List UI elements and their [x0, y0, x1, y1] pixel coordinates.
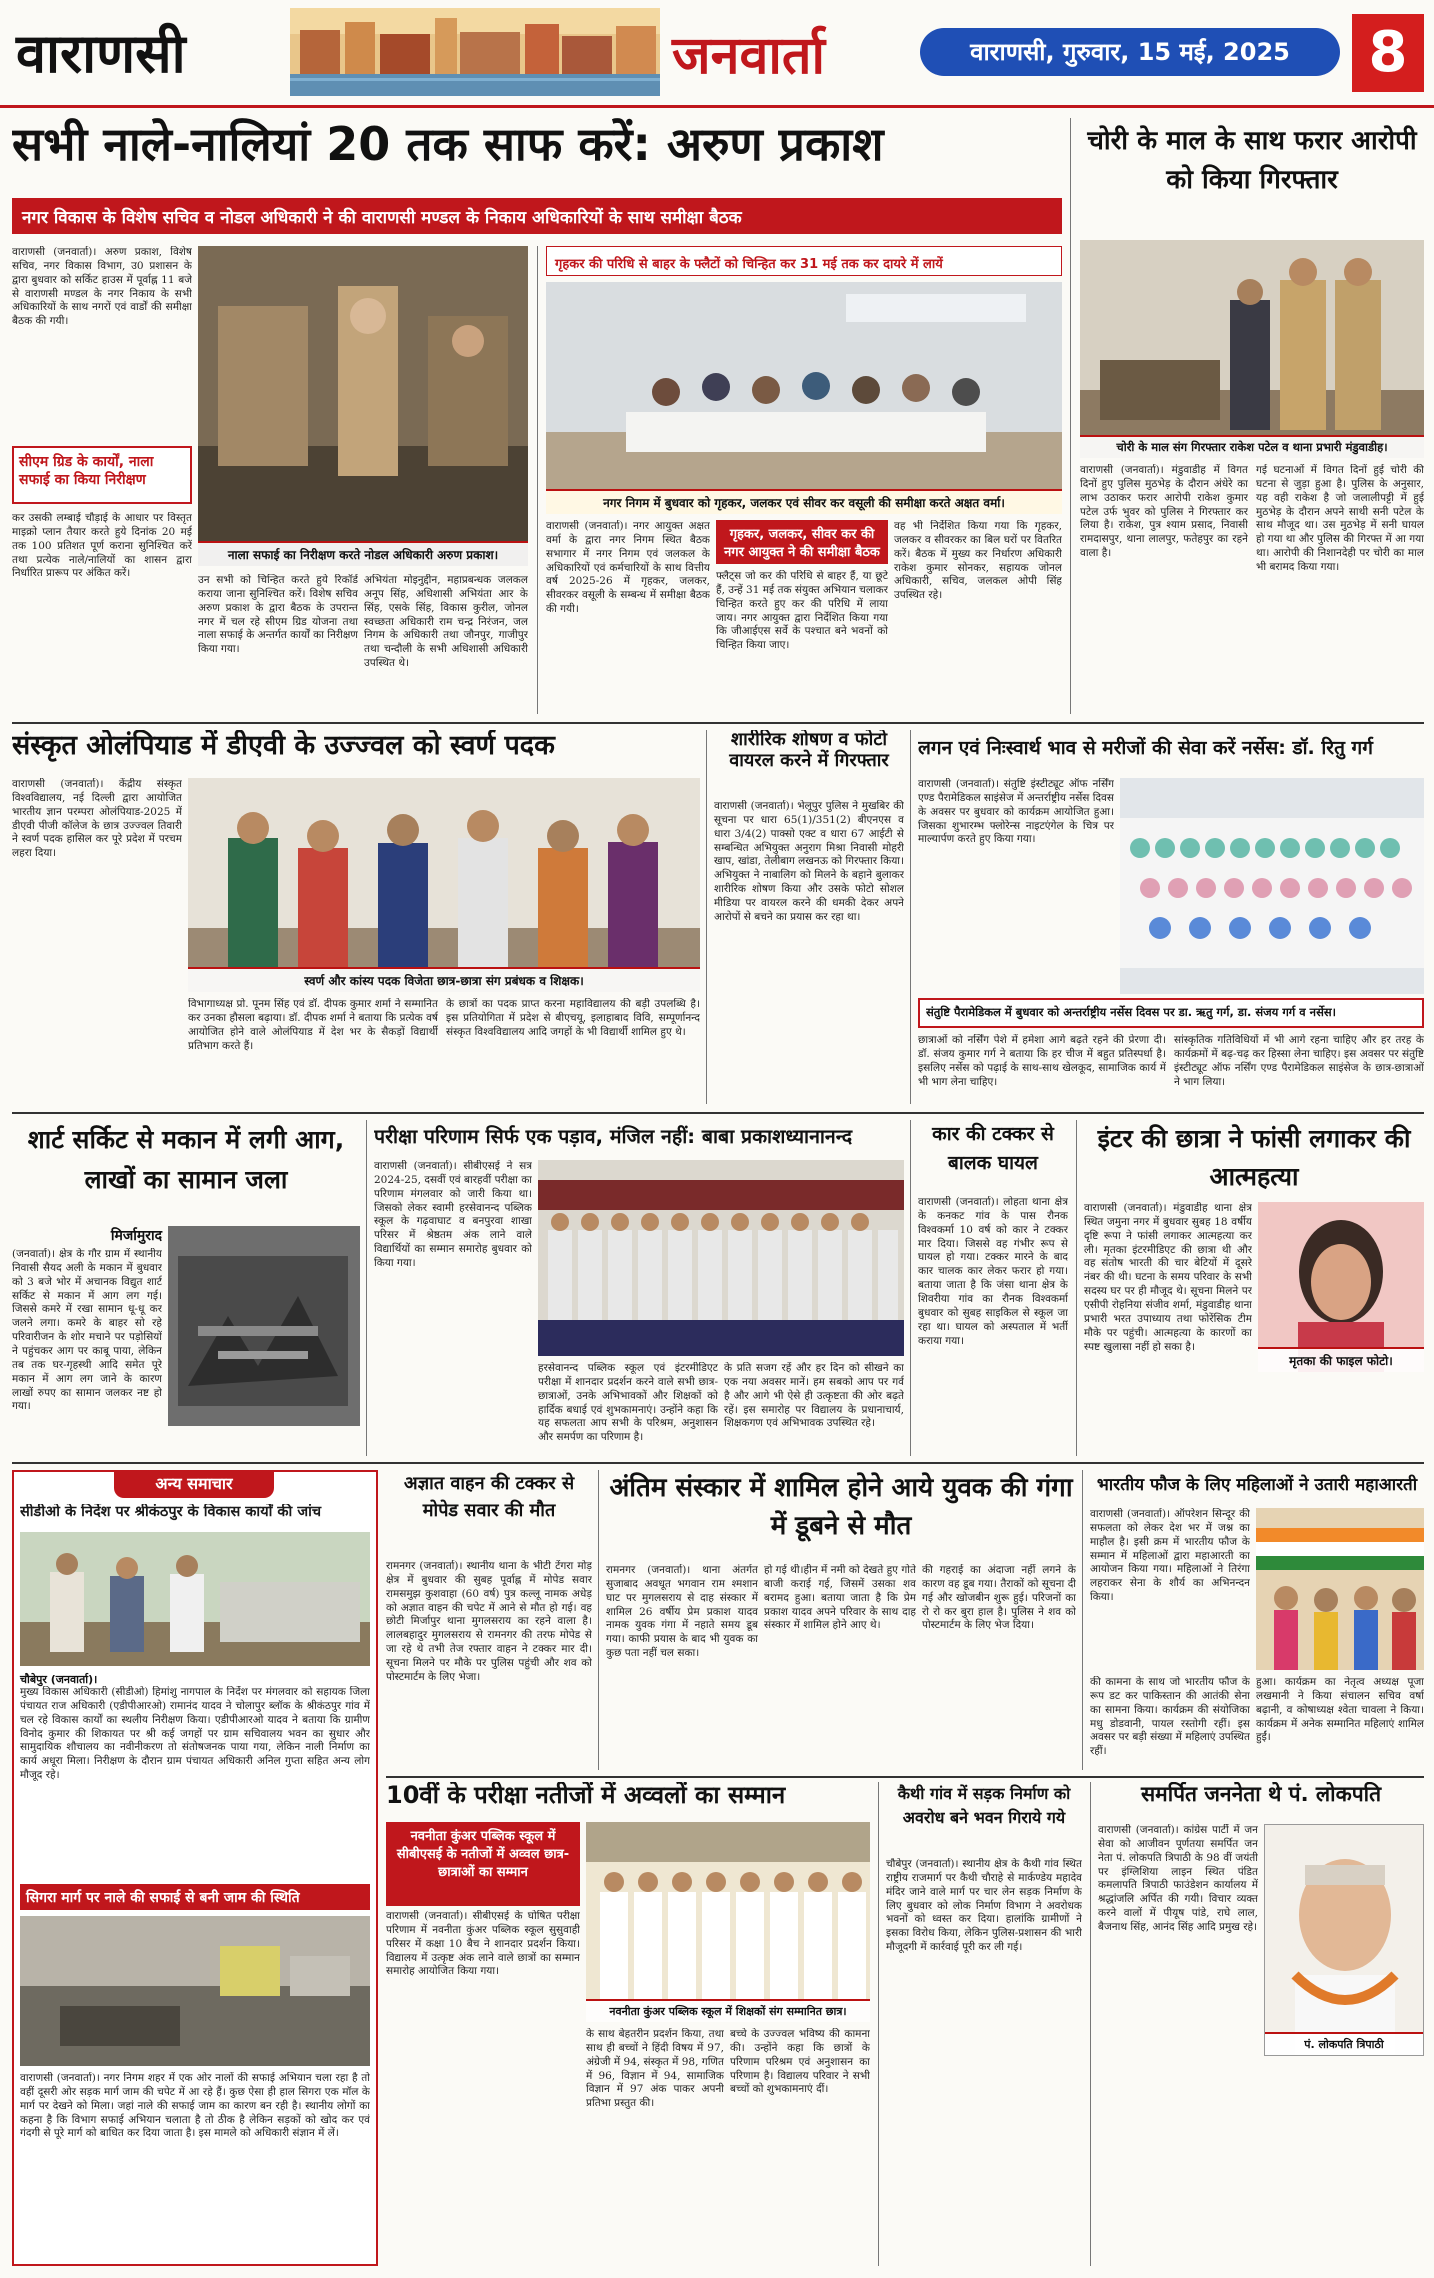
chor-headline: चोरी के माल के साथ फरार आरोपी को किया गिरफ्तार	[1087, 126, 1417, 195]
lead-body-2: कर उसकी लम्बाई चौड़ाई के आधार पर विस्तृत माइक्रो प्लान तैयार करते हुये दिनांक 20 मई तक 100 प्रतिशत पूर्ण कराना सुनिश्चित करें तथा प्रत्येक नाले/नालियों का शासन द्वारा निर्धारित प्रारूप पर अंकित करें।	[12, 512, 192, 580]
chor-body-2: गई घटनाओं में विगत दिनों हुई चोरी की घटना से जुड़ा हुआ है। पुलिस के अनुसार, यह वही राकेश है जो जलालीपट्टी में हुई मुठभेड़ के दौरान अपने साथी सनी पटेल के साथ मौजूद था। उस मुठभेड़ में सनी घायल हो गया था और पुलिस की गिरफ्त में आ गया था। आरोपी की निशानदेही पर चोरी का माल भी बरामद किया गया।	[1256, 464, 1424, 574]
ganga-body-2: हो गई थी।हीन में नमी को देखते हुए गोते बाजी कराई गई, जिसमें उसका शव बरामद हुआ। बताया जाता है कि प्रेम प्रकाश यादव अपने परिवार के साथ दाह संस्कार में शामिल होने आए थे।	[764, 1564, 916, 1632]
pariksha-photo	[538, 1160, 904, 1356]
chor-photo-caption: चोरी के माल संग गिरफ्तार राकेश पटेल व थाना प्रभारी मंडुवाडीह।	[1080, 435, 1424, 458]
lokpati-photo-caption: पं. लोकपति त्रिपाठी	[1265, 2032, 1423, 2055]
anya-photo	[20, 1532, 370, 1666]
anya-body: मुख्य विकास अधिकारी (सीडीओ) हिमांशु नागपाल के निर्देश पर मंगलवार को सहायक जिला पंचायत राज अधिकारी (एडीपीआरओ) रामानंद यादव ने चोलापुर ब्लॉक के श्रीकंठपुर गांव में चल रहे विकास कार्यों का स्थलीय निरीक्षण किया। एडीपीआरओ यादव ने बताया कि ग्रामीण विनोद कुमार की शिकायत पर श्री कई जगहों पर ग्राम सचिवालय भवन का सुधार और सामुदायिक शौचालय का नवीनीकरण तो संतोषजनक पाया गया, लेकिन नाली निर्माण का कार्य अधूरा मिला। निरीक्षण के दौरान ग्राम पंचायत अधिकारी अनिल गुप्ता सहित अन्य लोग मौजूद रहे।	[20, 1686, 370, 1782]
mopad-body: रामनगर (जनवार्ता)। स्थानीय थाना के भीटी टेंगरा मोड़ क्षेत्र में बुधवार की सुबह पूर्वाह्न में मोपेड सवार रामसमुझ कुशवाहा (60 वर्ष) पुत्र कल्लू नामक अधेड़ को अज्ञात वाहन की चपेट में आने से मौत हो गई। वह छोटी मिर्जापुर थाना मुगलसराय का रहने वाला है। लालबहादुर मुगलसराय से रामनगर की तरफ मोपेड से जा रहे थे तभी तेज रफ्तार वाहन ने टक्कर मार दी। सूचना मिलने पर मौके पर पुलिस पहुंची और शव को पोस्टमार्टम के लिए भेजा।	[386, 1560, 592, 1683]
dateline-text: वाराणसी, गुरुवार, 15 मई, 2025	[970, 38, 1290, 66]
sanskrit-photo	[188, 778, 700, 992]
topper-photo	[586, 1822, 870, 2022]
sanskrit-headline: संस्कृत ओलंपियाड में डीएवी के उज्ज्वल को स्वर्ण पदक	[12, 730, 555, 761]
suicide-body: वाराणसी (जनवार्ता)। मंडुवाडीह थाना क्षेत्र स्थित जमुना नगर में बुधवार सुबह 18 वर्षीय दृष्टि रूपा ने फांसी लगाकर आत्महत्या कर ली। मृतका इंटरमीडिएट की छात्रा थी और वह संतोष भारती की चार बेटियों में दूसरे नंबर की थी। घटना के समय परिवार के सभी सदस्य घर पर ही मौजूद थे। सूचना मिलने पर एसीपी रोहनिया संजीव शर्मा, मंडुवाडीह थाना प्रभारी भरत उपाध्याय तथा फोरेंसिक टीम मौके पर पहुंची। आत्महत्या के कारणों का स्पष्ट खुलासा नहीं हो सका है।	[1084, 1202, 1252, 1353]
divider	[910, 1120, 911, 1456]
lead-inset-title: सीएम ग्रिड के कार्यों, नाला सफाई का किया निरीक्षण	[19, 454, 154, 489]
lead-body-3: उन सभी को चिन्हित करते हुये रिकॉर्ड कराया जाना सुनिश्चित करें। विशेष सचिव अरुण प्रकाश के द्वारा बैठक के उपरान्त नगर में चल रहे सीएम ग्रिड योजना तथा नाला सफाई के अन्तर्गत कार्यों का निरीक्षण किया गया।	[198, 574, 358, 656]
faoj-body-1: वाराणसी (जनवार्ता)। ऑपरेशन सिन्दूर की सफलता को लेकर देश भर में जश्न का माहौल है। इसी क्रम में भारतीय फौज के सम्मान में महिलाओं द्वारा महाआरती का आयोजन किया गया। महिलाओं ने तिरंगा लहराकर सेना के शौर्य का अभिनन्दन किया।	[1090, 1508, 1250, 1604]
anya-box	[12, 1470, 378, 2266]
topper-photo-caption: नवनीता कुंअर पब्लिक स्कूल में शिक्षकों संग सम्मानित छात्र।	[586, 1999, 870, 2022]
divider	[910, 730, 911, 1104]
anya-sub-headline: सिगरा मार्ग पर नाले की सफाई से बनी जाम की स्थिति	[20, 1884, 370, 1910]
sanskrit-photo-caption: स्वर्ण और कांस्य पदक विजेता छात्र-छात्रा संग प्रबंधक व शिक्षक।	[188, 967, 700, 992]
lead-photo	[198, 246, 528, 566]
suicide-headline: इंटर की छात्रा ने फांसी लगाकर की आत्महत्या	[1097, 1124, 1411, 1191]
divider	[1090, 1782, 1091, 2266]
chor-photo	[1080, 240, 1424, 458]
sanskrit-body-1: वाराणसी (जनवार्ता)। केंद्रीय संस्कृत विश्वविद्यालय, नई दिल्ली द्वारा आयोजित भारतीय ज्ञान परम्परा ओलंपियाड-2025 में डीएवी पीजी कॉलेज के छात्र उज्ज्वल तिवारी ने स्वर्ण पदक हासिल कर पूरे प्रदेश में परचम लहरा दिया।	[12, 778, 182, 860]
sadak-body: चौबेपुर (जनवार्ता)। स्थानीय क्षेत्र के कैथी गांव स्थित राष्ट्रीय राजमार्ग पर कैथी चौराहे से मार्कण्डेय महादेव मंदिर जाने वाले मार्ग पर चार लेन सड़क निर्माण के लिए बुधवार को लोक निर्माण विभाग ने अवरोधक भवनों को ध्वस्त कर दिया। हालांकि ग्रामीणों ने इसका विरोध किया, लेकिन पुलिस-प्रशासन की भारी मौजूदगी में कार्रवाई पूरी कर ली गई।	[886, 1858, 1082, 1954]
masthead	[0, 0, 1434, 108]
suicide-photo-caption: मृतका की फाइल फोटो।	[1258, 1347, 1424, 1372]
mopad-headline: अज्ञात वाहन की टक्कर से मोपेड सवार की मौत	[403, 1473, 575, 1521]
sadak-headline: कैथी गांव में सड़क निर्माण को अवरोध बने भवन गिराये गये	[897, 1784, 1071, 1827]
grihkar-sub-headline: गृहकर, जलकर, सीवर कर की नगर आयुक्त ने की समीक्षा बैठक	[716, 520, 888, 564]
anya-dateline: चौबेपुर (जनवार्ता)।	[20, 1673, 98, 1686]
nurses-photo-caption: संतुष्टि पैरामेडिकल में बुधवार को अन्तर्राष्ट्रीय नर्सेस दिवस पर डा. ऋतु गर्ग, डा. संजय गर्ग व नर्सेस।	[926, 1005, 1336, 1019]
masthead-banner-image	[290, 8, 660, 96]
shosan-body: वाराणसी (जनवार्ता)। भेलूपुर पुलिस ने मुखबिर की सूचना पर धारा 65(1)/351(2) बीएनएस व धारा 3/4(2) पाक्सो एक्ट व धारा 67 आईटी से सम्बन्धित अभियुक्त अनुराग मिश्रा निवासी मोहरी खाप, खांडा, तेलीबाग लखनऊ को गिरफ्तार किया। अभियुक्त ने नाबालिग को मिलने के बहाने बुलाकर शारीरिक शोषण किया और उसके फोटो सोशल मीडिया पर वायरल करने की धमकी देकर अपने आरोपों से बचने का प्रयास कर रहा था।	[714, 800, 904, 923]
fire-headline: शार्ट सर्किट से मकान में लगी आग, लाखों का सामान जला	[27, 1125, 345, 1194]
lead-deck: नगर विकास के विशेष सचिव व नोडल अधिकारी ने की वाराणसी मण्डल के निकाय अधिकारियों के साथ समीक्षा बैठक	[12, 198, 1062, 234]
divider	[386, 1776, 1424, 1778]
ganga-headline: अंतिम संस्कार में शामिल होने आये युवक की गंगा में डूबने से मौत	[609, 1473, 1073, 1541]
nurses-body-2: छात्राओं को नर्सिंग पेशे में हमेशा आगे बढ़ते रहने की प्रेरणा दी। डॉ. संजय कुमार गर्ग ने बताया कि हर चीज में बहुत प्रतिस्पर्धा है। इसलिए नर्सेस को पढ़ाई के साथ-साथ खेलकूद, सामाजिक कार्य में भी भाग लेना चाहिए।	[918, 1034, 1166, 1088]
nurses-body-3: सांस्कृतिक गतिविधियों में भी आगे रहना चाहिए और हर तरह के कार्यक्रमों में बढ़-चढ़ कर हिस्सा लेना चाहिए। इस अवसर पर संतुष्टि इंस्टीट्यूट ऑफ नर्सिंग एण्ड पैरामेडिकल साइंसेज के छात्र-छात्राओं ने भाग लिया।	[1174, 1034, 1424, 1088]
topper-body-3: बच्चे के उज्ज्वल भविष्य की कामना की। उन्होंने कहा कि छात्रों के परिणाम परिश्रम एवं अनुशासन का परिणाम है। विद्यालय परिवार ने सभी बच्चों को शुभकामनाएं दीं।	[730, 2028, 870, 2096]
masthead-city: वाराणसी	[16, 22, 186, 85]
car-body: वाराणसी (जनवार्ता)। लोहता थाना क्षेत्र के कनकट गांव के पास रौनक विश्वकर्मा 10 वर्ष को कार ने टक्कर मार दिया। जिससे वह गंभीर रूप से घायल हो गया। टक्कर मारने के बाद कार चालक कार लेकर फरार हो गया। बताया जाता है कि जंसा थाना क्षेत्र के शिवरीया गांव का रौनक विश्वकर्मा बुधवार को सुबह साइकिल से स्कूल जा रहा था। घायल को अस्पताल में भर्ती कराया गया।	[918, 1196, 1068, 1347]
topper-body-1: वाराणसी (जनवार्ता)। सीबीएसई के घोषित परीक्षा परिणाम में नवनीता कुंअर पब्लिक स्कूल सुसुवाही परिसर में कक्षा 10 बैच ने शानदार प्रदर्शन किया। विद्यालय में उत्कृष्ट अंक लाने वाले छात्रों का सम्मान समारोह आयोजित किया गया।	[386, 1910, 580, 1978]
shosan-headline: शारीरिक शोषण व फोटो वायरल करने में गिरफ्तार	[729, 730, 889, 771]
anya-box-title	[114, 1470, 274, 1498]
lead-body-1: वाराणसी (जनवार्ता)। अरुण प्रकाश, विशेष सचिव, नगर विकास विभाग, उ0 प्रशासन के द्वारा बुधवार को सर्किट हाउस में पूर्वाह्न 11 बजे से वाराणसी मण्डल के नगर निकाय के सभी अधिकारियों के साथ नगरों एवं वार्डों की समीक्षा बैठक की गयी।	[12, 246, 192, 328]
grihkar-body-2: फ्लैट्स जो कर की परिधि से बाहर हैं, या छूटे हैं, उन्हें 31 मई तक संयुक्त अभियान चलाकर चिन्हित करते हुए कर की परिधि में लाया जाय। नगर आयुक्त द्वारा निर्देशित किया गया कि जीआईएस सर्वे के पश्चात बने भवनों को चिन्हित किया जाए।	[716, 570, 888, 652]
pariksha-body-1: वाराणसी (जनवार्ता)। सीबीएसई ने सत्र 2024-25, दसवीं एवं बारहवीं परीक्षा का परिणाम मंगलवार को जारी किया था। जिसको लेकर स्वामी हरसेवानन्द पब्लिक स्कूल के गढ़वाघाट व बनपुरवा शाखा परिसर में श्रेष्ठतम अंक लाने वाले विद्यार्थियों का सम्मान समारोह बुधवार को किया गया।	[374, 1160, 532, 1270]
fire-photo	[168, 1226, 360, 1426]
anya-sub-body: वाराणसी (जनवार्ता)। नगर निगम शहर में एक ओर नालों की सफाई अभियान चला रहा है तो वहीं दूसरी ओर सड़क मार्ग जाम की चपेट में आ रहे हैं। कुछ ऐसा ही हाल सिगरा एक मॉल के मार्ग पर देखने को मिला। जहां नाले की सफाई जाम का कारण बन रही है। स्थानीय लोगों का कहना है कि विभाग सफाई अभियान चलाता है तो ठीक है लेकिन सड़कों को खोद कर एवं गंदगी से पूरे मार्ग को बाधित कर दिया जाता है। इस मामले को अधिकारी संज्ञान में लें।	[20, 2072, 370, 2140]
grihkar-photo	[546, 282, 1062, 514]
nurses-photo	[1120, 778, 1424, 994]
lokpati-headline: समर्पित जननेता थे पं. लोकपति	[1140, 1782, 1382, 1806]
grihkar-photo-caption: नगर निगम में बुधवार को गृहकर, जलकर एवं सीवर कर वसूली की समीक्षा करते अक्षत वर्मा।	[546, 489, 1062, 514]
topper-body-2: के साथ बेहतरीन प्रदर्शन किया, तथा साथ ही बच्चों ने हिंदी विषय में 97, अंग्रेजी में 94, संस्कृत में 98, गणित में 96, विज्ञान में 94, सामाजिक विज्ञान में 97 अंक पाकर अपनी प्रतिभा प्रस्तुत की।	[586, 2028, 724, 2110]
faoj-headline: भारतीय फौज के लिए महिलाओं ने उतारी महाआरती	[1096, 1475, 1418, 1495]
pariksha-body-2: हरसेवानन्द पब्लिक स्कूल एवं इंटरमीडिएट परीक्षा में शानदार प्रदर्शन करने वाले सभी छात्र-छात्राओं, उनके अभिभावकों और शिक्षकों को हार्दिक बधाई एवं शुभकामनाएं। उन्होंने कहा कि यह सफलता आप सभी के परिश्रम, अनुशासन और समर्पण का परिणाम है।	[538, 1362, 718, 1444]
divider	[12, 722, 1424, 724]
page-number-badge	[1352, 14, 1424, 92]
topper-inset-title: नवनीता कुंअर पब्लिक स्कूल में सीबीएसई के नतीजों में अव्वल छात्र-छात्राओं का सम्मान	[386, 1822, 580, 1906]
pariksha-body-3: के प्रति सजग रहें और हर दिन को सीखने का एक नया अवसर मानें। हम सबको आप पर गर्व है और आगे भी ऐसे ही उत्कृष्टता की ओर बढ़ते रहें। इस समारोह पर विद्यालय के प्रधानाचार्य, शिक्षकगण एवं अभिभावक उपस्थित रहे।	[724, 1362, 904, 1430]
divider	[706, 730, 707, 1104]
suicide-photo	[1258, 1202, 1424, 1372]
sanskrit-body-2: विभागाध्यक्ष प्रो. पूनम सिंह एवं डॉ. दीपक कुमार शर्मा ने सम्मानित कर उनका हौसला बढ़ाया। डॉ. दीपक शर्मा ने बताया कि प्रत्येक वर्ष आयोजित होने वाले ओलंपियाड में देश भर के सैकड़ों विद्यार्थी प्रतिभाग करते हैं।	[188, 998, 438, 1052]
divider	[12, 1462, 1424, 1464]
masthead-dateline	[920, 28, 1340, 76]
nurses-photo-caption-bar	[918, 998, 1424, 1028]
divider	[878, 1782, 879, 2266]
anya-sub-photo	[20, 1916, 370, 2066]
grihkar-body-3: वह भी निर्देशित किया गया कि गृहकर, जलकर व सीवरकर का बिल घरों पर वितरित करें। बैठक में मुख्य कर निर्धारण अधिकारी राकेश कुमार सोनकर, सहायक जोनल अधिकारी, सचिव, जलकल ओपी सिंह उपस्थित रहे।	[894, 520, 1062, 602]
nurses-body-1: वाराणसी (जनवार्ता)। संतुष्टि इंस्टीट्यूट ऑफ नर्सिंग एण्ड पैरामेडिकल साइंसेज में अन्तर्राष्ट्रीय नर्सेस दिवस के अवसर पर बुधवार को कार्यक्रम आयोजित हुआ। जिसका शुभारम्भ फ्लोरेन्स नाइटएंगेल के चित्र पर माल्यार्पण करते हुए किया गया।	[918, 778, 1114, 846]
divider	[537, 246, 538, 714]
lead-photo-caption: नाला सफाई का निरीक्षण करते नोडल अधिकारी अरुण प्रकाश।	[198, 541, 528, 566]
faoj-body-3: हुआ। कार्यक्रम का नेतृत्व अध्यक्ष पूजा लखमानी ने किया संचालन सचिव वर्षा बढ़ानी, व कोषाध्यक्ष श्वेता चावला ने किया। कार्यक्रम में अनेक सम्मानित महिलाएं शामिल हुईं।	[1256, 1676, 1424, 1744]
grihkar-headline: गृहकर की परिधि से बाहर के फ्लैटों को चिन्हित कर 31 मई तक कर दायरे में लायें	[546, 246, 1062, 276]
anya-headline: सीडीओ के निर्देश पर श्रीकंठपुर के विकास कार्यों की जांच	[20, 1504, 322, 1520]
divider	[366, 1120, 367, 1456]
lead-headline: सभी नाले-नालियां 20 तक साफ करें: अरुण प्रकाश	[12, 118, 884, 171]
fire-dateline: मिर्जामुराद	[110, 1228, 162, 1244]
grihkar-body-1: वाराणसी (जनवार्ता)। नगर आयुक्त अक्षत वर्मा के द्वारा नगर निगम स्थित बैठक सभागार में नगर निगम एवं जलकल के अधिकारियों एवं कर्मचारियों के साथ वित्तीय वर्ष 2025-26 में गृहकर, जलकर, सीवरकर वसूली के सम्बन्ध में समीक्षा बैठक की गयी।	[546, 520, 710, 616]
sanskrit-body-3: के छात्रों का पदक प्राप्त करना महाविद्यालय की बड़ी उपलब्धि है। इस प्रतियोगिता में प्रदेश से बीएचयू, इलाहाबाद विवि, सम्पूर्णानन्द संस्कृत विश्वविद्यालय आदि जगहों के भी विद्यार्थी शामिल हुए थे।	[446, 998, 700, 1038]
divider	[12, 1112, 1424, 1114]
anya-box-title-text: अन्य समाचार	[155, 1474, 233, 1493]
divider	[598, 1470, 599, 1770]
nurses-headline: लगन एवं निःस्वार्थ भाव से मरीजों की सेवा करें नर्सेस: डॉ. रितु गर्ग	[918, 737, 1373, 759]
faoj-body-2: की कामना के साथ जो भारतीय फौज के रूप डट कर पाकिस्तान की आतंकी सेना का सामना किया। कार्यक्रम की संयोजिका मधु डोडवानी, पायल रस्तोगी रहीं। इस अवसर पर बड़ी संख्या में महिलाएं उपस्थित रहीं।	[1090, 1676, 1250, 1758]
fire-body: (जनवार्ता)। क्षेत्र के गौर ग्राम में स्थानीय निवासी सैयद अली के मकान में बुधवार को 3 बजे भोर में अचानक विद्युत शार्ट सर्किट से मकान में आग लग गई। जिससे कमरे में रखा सामान धू-धू कर जलने लगा। कमरे के बाहर सो रहे परिवारीजन के शोर मचाने पर पड़ोसियों ने पहुंचकर आग पर काबू पाया, लेकिन तब तक घर-गृहस्थी आदि समेत पूरे मकान में आग लग जाने के कारण लाखों रुपए का सामान जलकर नष्ट हो गया।	[12, 1248, 162, 1413]
chor-body-1: वाराणसी (जनवार्ता)। मंडुवाडीह में विगत दिनों हुए पुलिस मुठभेड़ के दौरान अंधेरे का लाभ उठाकर फरार आरोपी राकेश कुमार पटेल उर्फ भुवर को पुलिस ने गिरफ्तार कर लिया है। राकेश, पुत्र श्याम प्रसाद, निवासी रामदासपुर, थाना लालपुर, फतेहपुर का रहने वाला है।	[1080, 464, 1248, 560]
ganga-body-3: की गहराई का अंदाजा नहीं लगने के कारण वह डूब गया। तैराकों को सूचना दी गई और खोजबीन शुरू हुई। परिजनों का रो रो कर बुरा हाल है। पुलिस ने शव को पोस्टमार्टम के लिए भेज दिया।	[922, 1564, 1076, 1632]
lokpati-body: वाराणसी (जनवार्ता)। कांग्रेस पार्टी में जन सेवा को आजीवन पूर्णतया समर्पित जन नेता पं. लोकपति त्रिपाठी के 98 वीं जयंती पर इंग्लिशिया लाइन स्थित पंडित कमलापति त्रिपाठी फाउंडेशन कार्यालय में श्रद्धांजलि अर्पित की गयी। विचार व्यक्त करने वालों में पीयूष पांडे, राघे लाल, बैजनाथ सिंह, आनंद सिंह आदि प्रमुख रहे।	[1098, 1824, 1258, 1934]
pariksha-headline: परीक्षा परिणाम सिर्फ एक पड़ाव, मंजिल नहीं: बाबा प्रकाशध्यानानन्द	[374, 1125, 853, 1148]
page-number: 8	[1368, 20, 1408, 85]
lokpati-photo	[1264, 1824, 1424, 2056]
faoj-photo	[1256, 1508, 1424, 1670]
lead-inset-box	[12, 446, 192, 504]
topper-headline: 10वीं के परीक्षा नतीजों में अव्वलों का सम्मान	[386, 1782, 786, 1809]
ganga-body-1: रामनगर (जनवार्ता)। थाना अंतर्गत सुजाबाद अवधूत भगवान राम श्मशान घाट पर मुगलसराय से दाह संस्कार में शामिल 26 वर्षीय प्रेम प्रकाश यादव नामक युवक गंगा में नहाते समय डूब गया। काफी प्रयास के बाद भी युवक का कुछ पता नहीं चल सका।	[606, 1564, 758, 1660]
divider	[1082, 1470, 1083, 1770]
divider	[1076, 1120, 1077, 1456]
car-headline: कार की टक्कर से बालक घायल	[932, 1123, 1054, 1174]
lead-body-4: अभियंता मोइनुद्दीन, महाप्रबन्धक जलकल अनूप सिंह, अधिशासी अभियंता आर के सिंह, एसके सिंह, विकास कुरील, जोनल स्वच्छता अधिकारी राम चन्द्र निरंजन, जल निगम के अधिकारी तथा जौनपुर, गाजीपुर तथा चन्दौली के सभी अधिशासी अधिकारी उपस्थित थे।	[364, 574, 528, 670]
divider	[1070, 118, 1071, 714]
masthead-brand: जनवार्ता	[672, 26, 825, 86]
